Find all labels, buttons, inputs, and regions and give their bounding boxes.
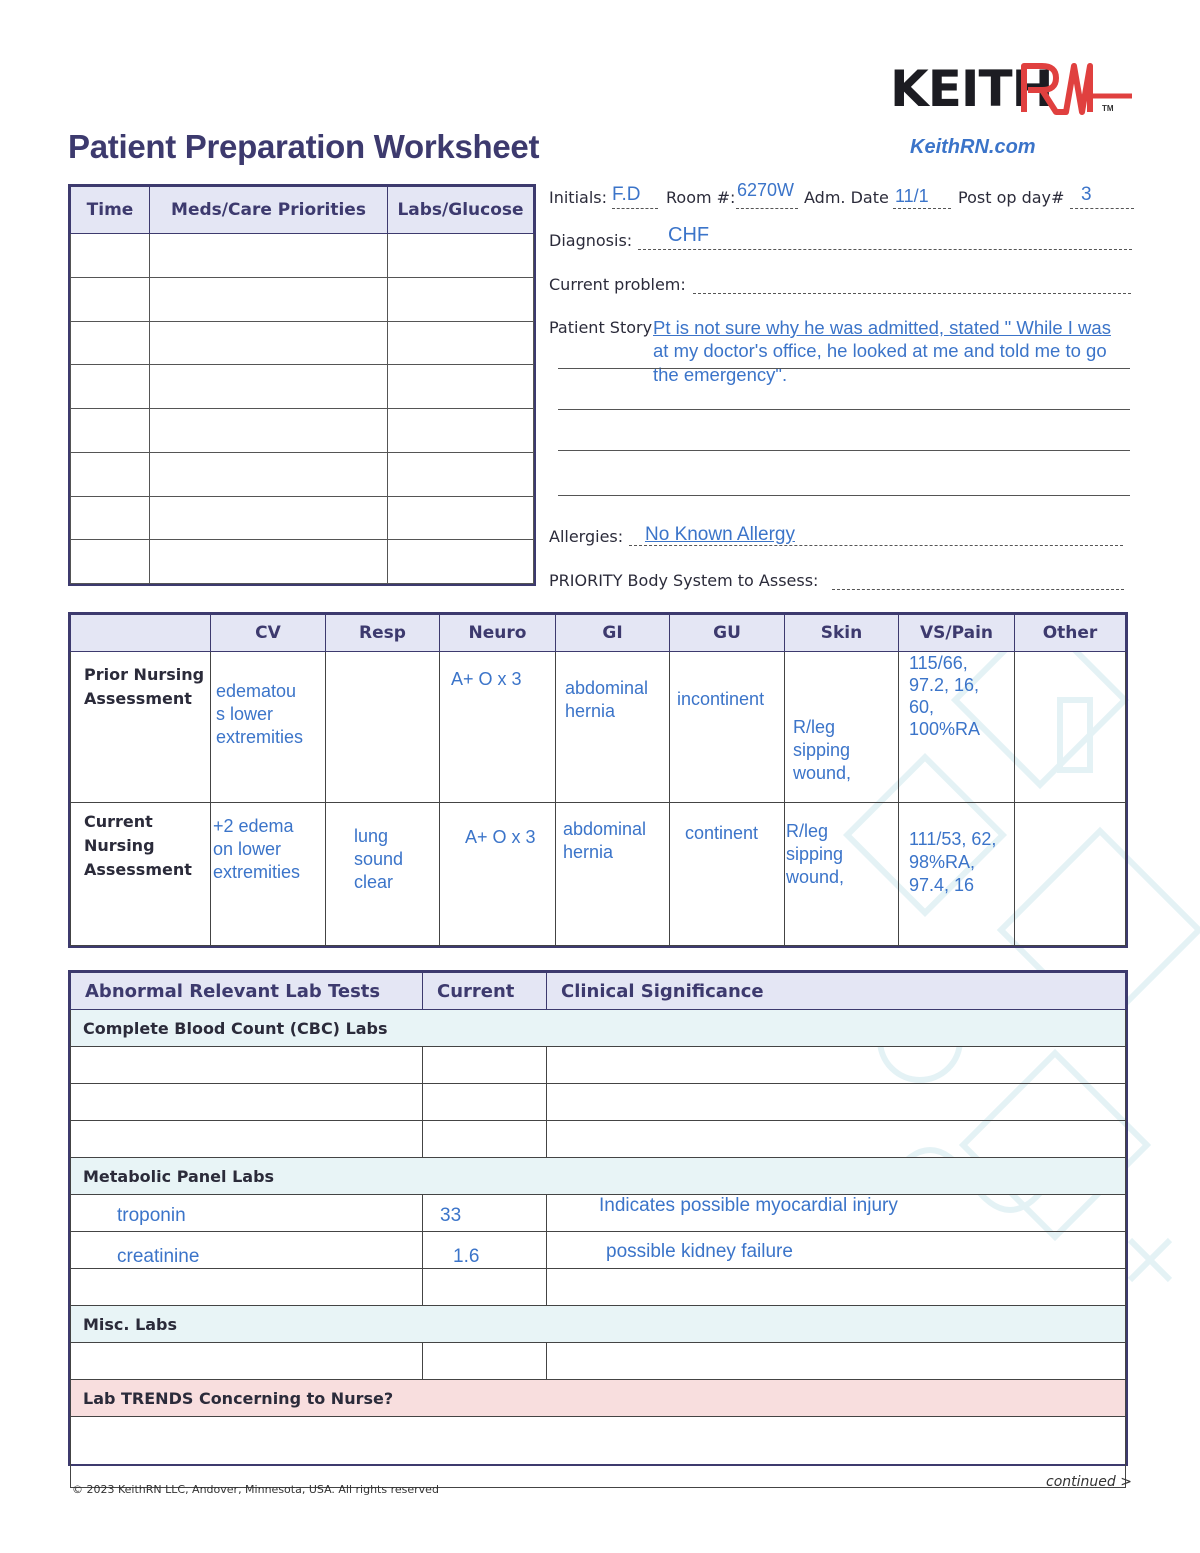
col-neuro: Neuro	[440, 615, 556, 652]
cbc-row	[71, 1121, 1126, 1158]
lab-cell[interactable]	[423, 1343, 547, 1380]
current-gi-cell[interactable]	[556, 803, 670, 946]
col-skin: Skin	[785, 615, 899, 652]
meds-cell[interactable]	[150, 540, 388, 584]
metabolic-row	[71, 1195, 1126, 1232]
meds-cell[interactable]	[71, 321, 150, 365]
meds-cell[interactable]	[71, 540, 150, 584]
postop-value: 3	[1081, 184, 1092, 205]
logo-rn-mark	[1020, 52, 1140, 132]
meds-cell[interactable]	[71, 496, 150, 540]
current-neuro: A+ O x 3	[465, 827, 536, 847]
cbc-row	[71, 1084, 1126, 1121]
meds-cell[interactable]	[388, 409, 534, 453]
meds-row	[71, 409, 534, 453]
lab-significance-cell[interactable]	[547, 1195, 1126, 1232]
prior-resp-cell[interactable]	[326, 652, 440, 803]
patient-story-label: Patient Story	[549, 318, 653, 337]
copyright-footer: © 2023 KeithRN LLC, Andover, Minnesota, USA. All rights reserved	[72, 1483, 439, 1496]
lab-cell[interactable]	[71, 1343, 423, 1380]
col-current: Current	[423, 973, 547, 1010]
prior-label-cell	[71, 652, 211, 803]
lab-cell[interactable]	[547, 1084, 1126, 1121]
current-label	[72, 804, 209, 882]
col-resp: Resp	[326, 615, 440, 652]
current-vs: 111/53, 62, 98%RA, 97.4, 16	[909, 829, 997, 895]
lab-cell[interactable]	[71, 1047, 423, 1084]
meds-cell[interactable]	[150, 452, 388, 496]
current-neuro-cell[interactable]	[440, 803, 556, 946]
col-gi: GI	[556, 615, 670, 652]
lab-test-cell[interactable]	[71, 1195, 423, 1232]
page-title: Patient Preparation Worksheet	[68, 128, 540, 165]
meds-cell[interactable]	[150, 365, 388, 409]
lab-current-value: 33	[440, 1205, 462, 1226]
diagnosis-field[interactable]	[638, 231, 1132, 250]
prior-other-cell[interactable]	[1015, 652, 1126, 803]
meds-row	[71, 321, 534, 365]
lab-cell[interactable]	[423, 1084, 547, 1121]
current-vs-cell[interactable]	[899, 803, 1015, 946]
labs-table	[68, 970, 1128, 1466]
meds-cell[interactable]	[388, 234, 534, 278]
prior-gu-cell[interactable]	[670, 652, 785, 803]
lab-current-cell[interactable]	[423, 1195, 547, 1232]
lab-cell[interactable]	[423, 1121, 547, 1158]
current-cv: +2 edema on lower extremities	[213, 816, 301, 882]
metabolic-section-label: Metabolic Panel Labs	[71, 1158, 1126, 1195]
current-resp: lung sound clear	[354, 826, 404, 892]
misc-row	[71, 1343, 1126, 1380]
col-other: Other	[1015, 615, 1126, 652]
col-gu: GU	[670, 615, 785, 652]
meds-cell[interactable]	[388, 277, 534, 321]
lab-test-cell[interactable]	[71, 1232, 423, 1269]
current-label-line: Nursing	[84, 836, 155, 855]
meds-row	[71, 234, 534, 278]
adm-date-value: 11/1	[895, 186, 929, 206]
prior-assessment-row	[71, 652, 1126, 803]
meds-row	[71, 365, 534, 409]
prior-label-line: Assessment	[84, 689, 192, 708]
lab-cell[interactable]	[547, 1121, 1126, 1158]
site-url[interactable]: KeithRN.com	[910, 136, 1036, 158]
meds-cell[interactable]	[388, 321, 534, 365]
prior-cv-cell[interactable]	[211, 652, 326, 803]
col-cv: CV	[211, 615, 326, 652]
lab-current-value: 1.6	[453, 1246, 480, 1267]
col-meds-care: Meds/Care Priorities	[150, 187, 388, 234]
col-time: Time	[71, 187, 150, 234]
metabolic-row	[71, 1269, 1126, 1306]
current-label-cell	[71, 803, 211, 946]
current-assessment-row	[71, 803, 1126, 946]
current-gi: abdominal hernia	[563, 819, 647, 862]
current-resp-cell[interactable]	[326, 803, 440, 946]
logo-keith-text: KEITH	[890, 60, 1053, 118]
current-skin: R/leg sipping wound,	[786, 821, 845, 887]
current-label-line: Current	[84, 812, 153, 831]
assessment-table	[68, 612, 1128, 948]
col-vs-pain: VS/Pain	[899, 615, 1015, 652]
current-gu-cell[interactable]	[670, 803, 785, 946]
meds-cell[interactable]	[150, 234, 388, 278]
lab-significance: Indicates possible myocardial injury	[599, 1195, 898, 1216]
current-problem-label: Current problem:	[549, 275, 686, 294]
lab-test-name: troponin	[117, 1205, 186, 1226]
current-other-cell[interactable]	[1015, 803, 1126, 946]
story-line-rule	[558, 495, 1130, 496]
meds-cell[interactable]	[150, 496, 388, 540]
meds-care-grid	[68, 184, 536, 586]
prior-neuro: A+ O x 3	[451, 669, 522, 689]
room-value: 6270W	[737, 180, 795, 200]
room-label: Room #:	[666, 188, 736, 207]
lab-significance-cell[interactable]	[547, 1232, 1126, 1269]
lab-trends-label: Lab TRENDS Concerning to Nurse?	[71, 1380, 1126, 1417]
allergies-label: Allergies:	[549, 527, 624, 546]
meds-row	[71, 496, 534, 540]
diagnosis-value: CHF	[668, 224, 710, 246]
meds-row	[71, 540, 534, 584]
lab-cell[interactable]	[423, 1047, 547, 1084]
prior-gu: incontinent	[677, 689, 765, 709]
col-clinical-significance: Clinical Significance	[547, 973, 1126, 1010]
meds-cell[interactable]	[150, 277, 388, 321]
prior-label	[72, 653, 209, 711]
story-line-rule	[558, 368, 1130, 369]
patient-story-line1: Pt is not sure why he was admitted, stated " While I was	[653, 317, 1111, 338]
allergies-value: No Known Allergy	[645, 524, 795, 545]
postop-label: Post op day#	[958, 188, 1065, 207]
initials-label: Initials:	[549, 188, 607, 207]
prior-cv: edematou s lower extremities	[216, 681, 304, 747]
lab-trends-field[interactable]	[71, 1417, 1126, 1488]
diagnosis-label: Diagnosis:	[549, 231, 633, 250]
prior-label-line: Prior Nursing	[84, 665, 205, 684]
prior-skin: R/leg sipping wound,	[793, 717, 852, 783]
meds-cell[interactable]	[71, 409, 150, 453]
patient-story-line3: the emergency".	[653, 364, 788, 385]
meds-cell[interactable]	[388, 540, 534, 584]
col-blank	[71, 615, 211, 652]
col-abnormal-labs: Abnormal Relevant Lab Tests	[71, 973, 423, 1010]
current-problem-field[interactable]	[693, 275, 1131, 294]
prior-vs-cell[interactable]	[899, 652, 1015, 803]
meds-row	[71, 452, 534, 496]
meds-cell[interactable]	[150, 409, 388, 453]
lab-cell[interactable]	[547, 1269, 1126, 1306]
prior-vs: 115/66, 97.2, 16, 60, 100%RA	[909, 653, 981, 739]
lab-cell[interactable]	[423, 1269, 547, 1306]
cbc-row	[71, 1047, 1126, 1084]
lab-cell[interactable]	[71, 1269, 423, 1306]
continued-indicator[interactable]: continued >	[1046, 1474, 1132, 1490]
col-labs-glucose: Labs/Glucose	[388, 187, 534, 234]
current-gu: continent	[685, 823, 759, 843]
meds-cell[interactable]	[71, 365, 150, 409]
priority-field[interactable]	[832, 571, 1124, 590]
prior-gi: abdominal hernia	[565, 678, 649, 721]
meds-row	[71, 277, 534, 321]
priority-label: PRIORITY Body System to Assess:	[549, 571, 819, 590]
current-cv-cell[interactable]	[211, 803, 326, 946]
misc-section-label: Misc. Labs	[71, 1306, 1126, 1343]
prior-neuro-cell[interactable]	[440, 652, 556, 803]
lab-cell[interactable]	[547, 1047, 1126, 1084]
meds-cell[interactable]	[388, 496, 534, 540]
lab-cell[interactable]	[547, 1343, 1126, 1380]
prior-skin-cell[interactable]	[785, 652, 899, 803]
meds-cell[interactable]	[71, 277, 150, 321]
prior-gi-cell[interactable]	[556, 652, 670, 803]
adm-date-label: Adm. Date	[804, 188, 889, 207]
patient-story-line2: at my doctor's office, he looked at me and told me to go	[653, 340, 1107, 361]
story-line-rule	[558, 450, 1130, 451]
metabolic-row	[71, 1232, 1126, 1269]
lab-test-name: creatinine	[117, 1246, 200, 1267]
meds-cell[interactable]	[388, 365, 534, 409]
story-line-rule	[558, 409, 1130, 410]
lab-cell[interactable]	[71, 1121, 423, 1158]
meds-cell[interactable]	[388, 452, 534, 496]
meds-cell[interactable]	[150, 321, 388, 365]
lab-cell[interactable]	[71, 1084, 423, 1121]
current-skin-cell[interactable]	[785, 803, 899, 946]
cbc-section-label: Complete Blood Count (CBC) Labs	[71, 1010, 1126, 1047]
initials-value: F.D	[612, 184, 641, 205]
current-label-line: Assessment	[84, 860, 192, 879]
logo-trademark: TM	[1102, 104, 1114, 113]
meds-cell[interactable]	[71, 234, 150, 278]
postop-field[interactable]	[1070, 188, 1134, 209]
lab-significance: possible kidney failure	[606, 1241, 793, 1262]
meds-cell[interactable]	[71, 452, 150, 496]
lab-current-cell[interactable]	[423, 1232, 547, 1269]
